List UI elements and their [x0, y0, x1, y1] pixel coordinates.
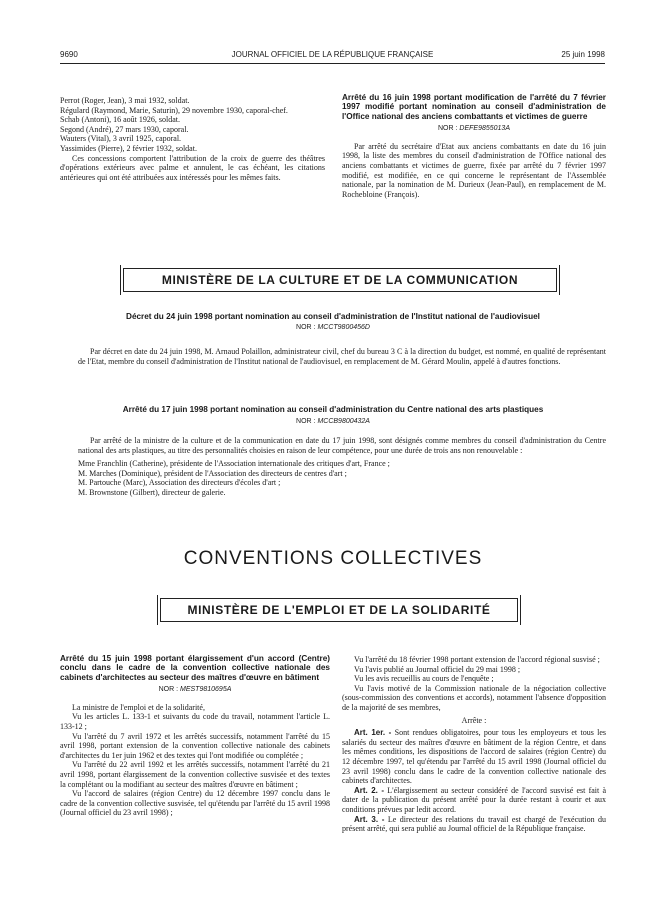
nor-code: MCCT9800456D [317, 324, 370, 331]
name-entry: Segond (André), 27 mars 1930, caporal. [60, 124, 189, 134]
nor-code: DEFE9855013A [459, 125, 510, 133]
visa-paragraph: Vu l'arrêté du 22 avril 1992 et les arrêtés successifs, notamment l'arrêté du 21 avril 1998, portant élargissement de la convention collective susvisée et des textes la complétant ou la modifiant au secteur des maîtres d'œuvre en bâtiment ; [60, 760, 330, 789]
article-3 [342, 815, 606, 834]
article-2 [342, 786, 606, 815]
ministry-emploi-heading: MINISTÈRE DE L'EMPLOI ET DE LA SOLIDARITÉ [160, 598, 518, 622]
ministry-culture-heading: MINISTÈRE DE LA CULTURE ET DE LA COMMUNICATION [123, 268, 557, 292]
left-top-column [60, 96, 325, 182]
member-entry: M. Marches (Dominique), président de l'Association des directeurs de centres d'art ; [78, 468, 347, 478]
nor-reference [342, 124, 606, 134]
decret-ina-title: Décret du 24 juin 1998 portant nomination au conseil d'administration de l'Institut national de l'audiovisuel [126, 312, 540, 321]
nor-reference [60, 418, 606, 425]
article-label: Art. 2. - [354, 785, 385, 795]
article-label: Art. 1er. - [354, 728, 392, 738]
arrete-cnap-paragraph: Par arrêté de la ministre de la culture et de la communication en date du 17 juin 1998, sont désignés comme membres du conseil d'administration du Centre national des arts plastiques, au titre des personnalités choisies en raison de leur compétence, pour une durée de trois ans non renouvelable : [78, 436, 606, 455]
nor-reference [60, 685, 330, 695]
header-rule [60, 63, 605, 64]
arrete-cnap-body [78, 436, 606, 498]
bottom-left-column [60, 654, 330, 818]
visa-paragraph: Vu l'arrêté du 18 février 1998 portant extension de l'accord régional susvisé ; [354, 655, 600, 664]
visa-paragraph: Vu les avis recueillis au cours de l'enquête ; [354, 674, 494, 684]
right-top-column [342, 93, 606, 199]
bottom-right-column [342, 655, 606, 834]
nor-label: NOR : [296, 418, 316, 425]
name-entry: Schab (Antoni), 16 août 1926, soldat. [60, 115, 180, 125]
arrete-onac-body: Par arrêté du secrétaire d'Etat aux anciens combattants en date du 16 juin 1998, la liste des membres du conseil d'administration de l'Office national des anciens combattants et victimes de guerre, fixée par arrêté du 7 février 1997 modifié, est modifiée, en ce qui concerne le représentant de l'Assemblée nationale, par la nomination de M. Durieux (Jean-Paul), en remplacement de M. Rochebloine (François). [342, 141, 606, 199]
visa-paragraph: Vu l'arrêté du 7 avril 1972 et les arrêtés successifs, notamment l'arrêté du 15 avril 1998, portant extension de la convention collective nationale des cabinets d'architectes du 1er juin 1962 et des textes qui l'ont modifiée ou complétée ; [60, 731, 330, 760]
concessions-paragraph: Ces concessions comportent l'attribution de la croix de guerre des théâtres d'opérations extérieurs avec palme et annulent, le cas échéant, les citations antérieures qui ont été attribuées aux intéressés pour les mêmes faits. [60, 153, 325, 182]
journal-title: JOURNAL OFFICIEL DE LA RÉPUBLIQUE FRANÇAISE [231, 50, 434, 59]
arrete-onac-title: Arrêté du 16 juin 1998 portant modification de l'arrêté du 7 février 1997 modifié portant nomination au conseil d'administration de l'Office national des anciens combattants et victimes de guerre [342, 93, 606, 121]
visa-paragraph: Vu l'avis publié au Journal officiel du 29 mai 1998 ; [354, 664, 521, 674]
nor-reference [60, 324, 606, 331]
arrete-word: Arrête : [461, 715, 487, 725]
name-entry: Régulard (Raymond, Marie, Saturin), 29 novembre 1930, caporal-chef. [60, 105, 288, 115]
decret-ina-paragraph: Par décret en date du 24 juin 1998, M. Arnaud Polaillon, administrateur civil, chef du bureau 3 C à la direction du budget, est nommé, en qualité de représentant de l'Etat, membre du conseil d'administration de l'Institut national de l'audiovisuel, en remplacement de M. Gérard Moulin, appelé à d'autres fonctions. [78, 347, 606, 366]
member-entry: M. Brownstone (Gilbert), directeur de galerie. [78, 487, 226, 497]
name-entry: Perrot (Roger, Jean), 3 mai 1932, soldat. [60, 96, 190, 105]
article-label: Art. 3. - [354, 814, 385, 824]
nor-label: NOR : [158, 686, 179, 694]
visa-paragraph: Vu l'accord de salaires (région Centre) du 12 décembre 1997 conclu dans le cadre de la convention collective susvisée, tel qu'étendu par l'arrêté du 15 avril 1998 (Journal officiel du 23 avril 1998) ; [60, 789, 330, 818]
article-text: Le directeur des relations du travail est chargé de l'exécution du présent arrêté, qui sera publié au Journal officiel de la République française. [342, 814, 607, 834]
member-entry: Mme Franchlin (Catherine), présidente de l'Association internationale des critiques d'art, France ; [78, 459, 390, 469]
visa-paragraph: Vu l'avis motivé de la Commission nationale de la négociation collective (sous-commission des conventions et accords), notamment l'absence d'opposition de la majorité de ses membres, [342, 683, 606, 712]
decret-ina-body [78, 347, 606, 366]
member-entry: M. Partouche (Marc), Association des directeurs d'écoles d'art ; [78, 478, 281, 488]
nor-code: MCCB9800432A [317, 418, 370, 425]
nor-label: NOR : [296, 324, 316, 331]
arrete-cnap-title: Arrêté du 17 juin 1998 portant nomination au conseil d'administration du Centre national des arts plastiques [122, 405, 544, 414]
nor-label: NOR : [438, 125, 458, 133]
article-1 [342, 728, 606, 786]
page-number: 9690 [60, 50, 78, 59]
visa-paragraph: Vu les articles L. 133-1 et suivants du code du travail, notamment l'article L. 133-12 ; [60, 712, 330, 731]
name-entry: Wauters (Vital), 3 avril 1925, caporal. [60, 134, 182, 144]
issue-date: 25 juin 1998 [561, 50, 605, 59]
ministre-line: La ministre de l'emploi et de la solidarité, [72, 702, 205, 712]
article-text: L'élargissement au secteur considéré de l'accord susvisé est fait à dater de la publication du présent arrêté pour la durée restant à courir et aux conditions prévues par ledit accord. [342, 785, 607, 814]
article-text: Sont rendues obligatoires, pour tous les employeurs et tous les salariés du secteur des maîtres d'œuvre en bâtiment de la région Centre, et dans les mêmes conditions, les dispositions de l'accord de salaires (région Centre) du 12 décembre 1997, tel qu'étendu par l'arrêté du 15 avril 1998 (Journal officiel du 23 avril 1998) conclu dans le cadre de la convention collective nationale des cabinets d'architectes. [342, 728, 607, 786]
name-entry: Yassimides (Pierre), 2 février 1932, soldat. [60, 143, 197, 153]
conventions-heading: CONVENTIONS COLLECTIVES [183, 548, 483, 569]
nor-code: MESТ9810695A [180, 686, 232, 694]
arrete-centre-title: Arrêté du 15 juin 1998 portant élargissement d'un accord (Centre) conclu dans le cadre de la convention collective nationale des cabinets d'architectes au secteur des maîtres d'œuvre en bâtiment [60, 654, 330, 682]
